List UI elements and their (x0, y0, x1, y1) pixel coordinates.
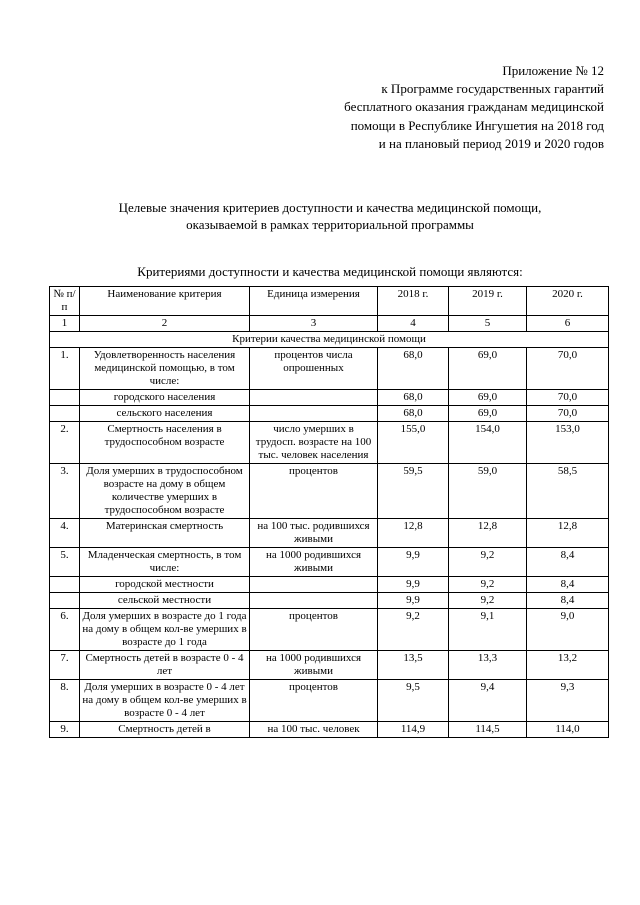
header-2018: 2018 г. (378, 287, 449, 316)
value-2020: 8,4 (527, 548, 609, 577)
section-title: Критерии качества медицинской помощи (50, 332, 609, 348)
value-2019: 9,2 (449, 548, 527, 577)
criterion-name: Смертность детей в (80, 722, 250, 738)
criterion-name: Материнская смертность (80, 519, 250, 548)
index-cell: 5 (449, 316, 527, 332)
value-2018: 9,5 (378, 680, 449, 722)
value-2019: 9,4 (449, 680, 527, 722)
table-row (50, 593, 609, 609)
value-2020: 12,8 (527, 519, 609, 548)
criterion-name: городского населения (80, 390, 250, 406)
value-2019: 69,0 (449, 406, 527, 422)
value-2019: 13,3 (449, 651, 527, 680)
criterion-name: сельской местности (80, 593, 250, 609)
value-2020: 153,0 (527, 422, 609, 464)
title-line: Целевые значения критериев доступности и качества медицинской помощи, (118, 200, 542, 215)
criterion-name: Смертность детей в возрасте 0 - 4 лет (80, 651, 250, 680)
row-number: 3. (50, 464, 80, 519)
unit-of-measure: на 100 тыс. родившихся живыми (250, 519, 378, 548)
criteria-table (49, 286, 609, 738)
table-row (50, 609, 609, 651)
value-2018: 9,2 (378, 609, 449, 651)
value-2018: 13,5 (378, 651, 449, 680)
value-2019: 9,1 (449, 609, 527, 651)
unit-of-measure: на 100 тыс. человек (250, 722, 378, 738)
value-2020: 70,0 (527, 390, 609, 406)
value-2019: 114,5 (449, 722, 527, 738)
table-row (50, 348, 609, 390)
table-row (50, 577, 609, 593)
row-number (50, 406, 80, 422)
value-2020: 70,0 (527, 406, 609, 422)
value-2018: 59,5 (378, 464, 449, 519)
value-2019: 154,0 (449, 422, 527, 464)
index-cell: 4 (378, 316, 449, 332)
value-2020: 70,0 (527, 348, 609, 390)
row-number (50, 390, 80, 406)
criterion-name: Доля умерших в трудоспособном возрасте на дому в общем количестве умерших в трудоспособном возрасте (80, 464, 250, 519)
unit-of-measure (250, 406, 378, 422)
unit-of-measure: число умерших в трудосп. возрасте на 100 тыс. человек населения (250, 422, 378, 464)
unit-of-measure: процентов числа опрошенных (250, 348, 378, 390)
value-2020: 8,4 (527, 577, 609, 593)
appendix-line: бесплатного оказания гражданам медицинской (344, 99, 604, 115)
value-2018: 155,0 (378, 422, 449, 464)
row-number (50, 577, 80, 593)
criterion-name: городской местности (80, 577, 250, 593)
index-cell: 1 (50, 316, 80, 332)
row-number: 1. (50, 348, 80, 390)
unit-of-measure: на 1000 родившихся живыми (250, 548, 378, 577)
value-2020: 9,0 (527, 609, 609, 651)
row-number: 4. (50, 519, 80, 548)
row-number: 5. (50, 548, 80, 577)
value-2019: 69,0 (449, 390, 527, 406)
header-unit: Единица измерения (250, 287, 378, 316)
criterion-name: сельского населения (80, 406, 250, 422)
value-2019: 9,2 (449, 593, 527, 609)
section-row (50, 332, 609, 348)
index-cell: 2 (80, 316, 250, 332)
table-row (50, 406, 609, 422)
table-row (50, 548, 609, 577)
appendix-line: Приложение № 12 (502, 63, 604, 78)
unit-of-measure: на 1000 родившихся живыми (250, 651, 378, 680)
table-row (50, 422, 609, 464)
row-number: 7. (50, 651, 80, 680)
value-2020: 9,3 (527, 680, 609, 722)
unit-of-measure (250, 390, 378, 406)
value-2019: 69,0 (449, 348, 527, 390)
value-2018: 12,8 (378, 519, 449, 548)
value-2018: 9,9 (378, 577, 449, 593)
header-num: № п/п (50, 287, 80, 316)
value-2019: 59,0 (449, 464, 527, 519)
document-title (40, 199, 620, 233)
table-row (50, 390, 609, 406)
header-name: Наименование критерия (80, 287, 250, 316)
unit-of-measure (250, 593, 378, 609)
value-2018: 114,9 (378, 722, 449, 738)
title-line: оказываемой в рамках территориальной программы (186, 217, 474, 232)
value-2020: 8,4 (527, 593, 609, 609)
index-row (50, 316, 609, 332)
value-2019: 9,2 (449, 577, 527, 593)
unit-of-measure (250, 577, 378, 593)
appendix-line: помощи в Республике Ингушетия на 2018 год (350, 117, 604, 133)
criterion-name: Доля умерших в возрасте 0 - 4 лет на дому в общем кол-ве умерших в возрасте 0 - 4 лет (80, 680, 250, 722)
row-number (50, 593, 80, 609)
value-2018: 68,0 (378, 406, 449, 422)
value-2018: 68,0 (378, 390, 449, 406)
value-2020: 58,5 (527, 464, 609, 519)
table-row (50, 680, 609, 722)
index-cell: 3 (250, 316, 378, 332)
unit-of-measure: процентов (250, 680, 378, 722)
value-2018: 9,9 (378, 593, 449, 609)
value-2020: 13,2 (527, 651, 609, 680)
value-2019: 12,8 (449, 519, 527, 548)
appendix-header (344, 62, 604, 153)
header-2019: 2019 г. (449, 287, 527, 316)
criterion-name: Удовлетворенность населения медицинской помощью, в том числе: (80, 348, 250, 390)
value-2020: 114,0 (527, 722, 609, 738)
header-2020: 2020 г. (527, 287, 609, 316)
table-row (50, 722, 609, 738)
unit-of-measure: процентов (250, 609, 378, 651)
value-2018: 68,0 (378, 348, 449, 390)
table-row (50, 464, 609, 519)
appendix-line: к Программе государственных гарантий (381, 81, 604, 97)
criterion-name: Младенческая смертность, в том числе: (80, 548, 250, 577)
criterion-name: Смертность населения в трудоспособном возрасте (80, 422, 250, 464)
unit-of-measure: процентов (250, 464, 378, 519)
value-2018: 9,9 (378, 548, 449, 577)
table-row (50, 651, 609, 680)
index-cell: 6 (527, 316, 609, 332)
intro-text: Критериями доступности и качества медицинской помощи являются: (137, 264, 523, 279)
appendix-line: и на плановый период 2019 и 2020 годов (378, 135, 604, 151)
header-row (50, 287, 609, 316)
row-number: 6. (50, 609, 80, 651)
row-number: 9. (50, 722, 80, 738)
row-number: 2. (50, 422, 80, 464)
row-number: 8. (50, 680, 80, 722)
criterion-name: Доля умерших в возрасте до 1 года на дому в общем кол-ве умерших в возрасте до 1 года (80, 609, 250, 651)
table-row (50, 519, 609, 548)
